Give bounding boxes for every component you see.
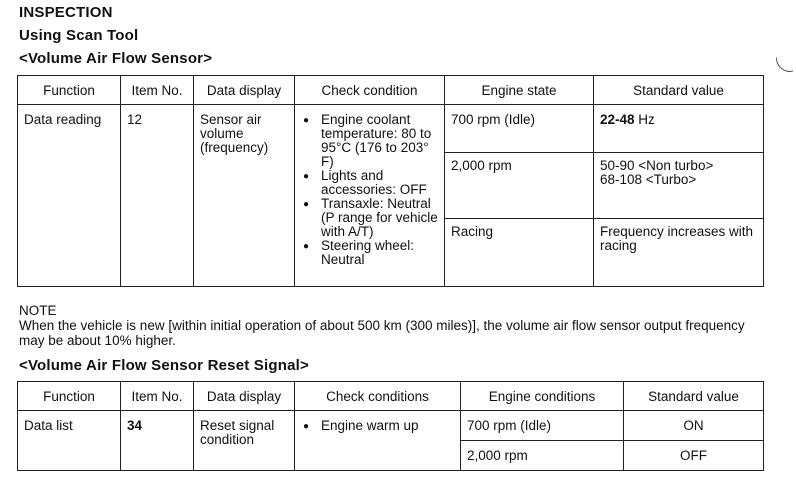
table-header-row [18, 382, 764, 411]
header-standard-value: Standard value [624, 382, 764, 411]
header-item-no: Item No. [121, 76, 194, 105]
section1-title: <Volume Air Flow Sensor> [19, 50, 213, 67]
header-data-display: Data display [194, 76, 295, 105]
reset-signal-table [17, 381, 764, 471]
page-subheading: Using Scan Tool [19, 27, 139, 44]
data-display-cell: Sensor air volume (frequency) [194, 105, 295, 287]
check-condition-cell [295, 105, 445, 287]
header-check-conditions: Check conditions [295, 382, 461, 411]
header-engine-state: Engine state [445, 76, 594, 105]
engine-condition-idle: 700 rpm (Idle) [461, 411, 624, 441]
standard-value-2000 [594, 153, 764, 219]
turbo-value: 68-108 <Turbo> [600, 172, 697, 187]
condition-transaxle: ● Transaxle: Neutral (P range for vehicle with A/T) [321, 197, 438, 239]
note-label: NOTE [19, 303, 57, 318]
page-heading: INSPECTION [19, 4, 113, 21]
idle-value: 22-48 [600, 112, 635, 127]
engine-state-racing: Racing [445, 219, 594, 287]
check-conditions-cell [295, 411, 461, 471]
standard-value-2000: OFF [624, 441, 764, 471]
condition-warm-up: ● Engine warm up [321, 419, 460, 433]
section2-title: <Volume Air Flow Sensor Reset Signal> [19, 357, 309, 374]
engine-condition-2000: 2,000 rpm [461, 441, 624, 471]
table-header-row [18, 76, 764, 105]
scan-mark [776, 55, 794, 74]
function-cell: Data list [18, 411, 121, 471]
idle-unit: Hz [638, 112, 655, 127]
function-cell: Data reading [18, 105, 121, 287]
header-item-no: Item No. [121, 382, 194, 411]
standard-value-idle: ON [624, 411, 764, 441]
header-standard-value: Standard value [594, 76, 764, 105]
header-engine-conditions: Engine conditions [461, 382, 624, 411]
standard-value-idle [594, 105, 764, 153]
table-row [18, 411, 764, 441]
vaf-sensor-table [17, 75, 764, 287]
header-data-display: Data display [194, 382, 295, 411]
engine-state-2000: 2,000 rpm [445, 153, 594, 219]
item-no-cell: 12 [121, 105, 194, 287]
condition-steering: ● Steering wheel: Neutral [321, 239, 438, 267]
condition-coolant-temp: ● Engine coolant temperature: 80 to 95°C (176 to 203° F) [321, 113, 438, 169]
engine-state-idle: 700 rpm (Idle) [445, 105, 594, 153]
data-display-cell: Reset signal condition [194, 411, 295, 471]
note-text: When the vehicle is new [within initial operation of about 500 km (300 miles)], the volume air flow sensor output frequency may be about 10% higher. [19, 318, 745, 348]
header-check-condition: Check condition [295, 76, 445, 105]
item-no-cell: 34 [121, 411, 194, 471]
nonturbo-value: 50-90 <Non turbo> [600, 158, 714, 173]
standard-value-racing: Frequency increases with racing [594, 219, 764, 287]
header-function: Function [18, 382, 121, 411]
header-function: Function [18, 76, 121, 105]
table-row [18, 105, 764, 153]
condition-lights: ● Lights and accessories: OFF [321, 169, 438, 197]
